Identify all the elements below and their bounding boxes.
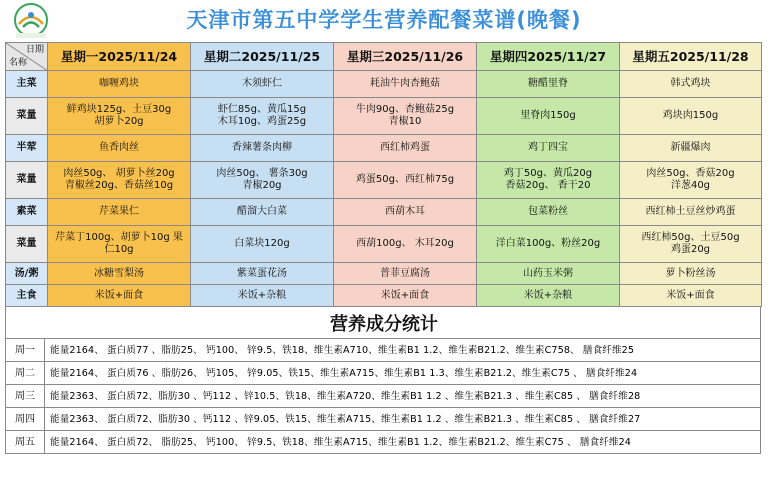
quantity-cell: 鸡块肉150g — [620, 98, 762, 135]
nutrition-title: 营养成分统计 — [330, 314, 438, 335]
menu-table — [5, 42, 762, 307]
quantity-cell: 西葫100g、 木耳20g — [334, 226, 477, 263]
dish-cell: 芹菜果仁 — [48, 199, 191, 226]
dish-cell: 米饭+面食 — [334, 285, 477, 307]
corner-date-label: 日期 — [25, 45, 44, 55]
dish-cell: 米饭+杂粮 — [191, 285, 334, 307]
quantity-cell: 肉丝50g、 薯条30g 青椒20g — [191, 162, 334, 199]
row-label: 半荤 — [6, 135, 48, 162]
dish-cell: 米饭+面食 — [48, 285, 191, 307]
row-label: 菜量 — [6, 226, 48, 263]
nutrition-values: 能量2164、 蛋白质72、 脂肪25、 钙100、 锌9.5、铁18、维生素A715、维生素B1 1.2、维生素B21.2、维生素C75 、 膳食纤维24 — [50, 437, 632, 448]
row-label: 汤/粥 — [6, 263, 48, 285]
dish-cell: 西葫木耳 — [334, 199, 477, 226]
row-label: 素菜 — [6, 199, 48, 226]
dish-cell: 紫菜蛋花汤 — [191, 263, 334, 285]
dish-cell: 咖喱鸡块 — [48, 71, 191, 98]
corner-name-label: 名称 — [9, 58, 28, 68]
nutrition-values: 能量2164、 蛋白质77 、脂肪25、 钙100、 锌9.5、铁18、维生素A710、维生素B1 1.2、维生素B21.2、维生素C758、 膳食纤维25 — [50, 345, 635, 356]
nutrition-row — [6, 430, 760, 454]
dish-cell: 包菜粉丝 — [477, 199, 620, 226]
row-label: 菜量 — [6, 162, 48, 199]
quantity-cell: 肉丝50g、 胡萝卜丝20g 青椒丝20g、香菇丝10g — [48, 162, 191, 199]
quantity-cell: 西红柿50g、土豆50g 鸡蛋20g — [620, 226, 762, 263]
day-header-mon: 星期一2025/11/24 — [48, 43, 191, 71]
nutrition-row — [6, 361, 760, 385]
quantity-cell: 肉丝50g、香菇20g 洋葱40g — [620, 162, 762, 199]
dish-cell: 耗油牛肉杏鲍菇 — [334, 71, 477, 98]
row-label: 菜量 — [6, 98, 48, 135]
dish-cell: 冰糖雪梨汤 — [48, 263, 191, 285]
nutrition-values: 能量2164、 蛋白质76 、脂肪26、 钙105、 锌9.05、铁15、维生素A715、维生素B1 1.3、维生素B21.2、维生素C75 、 膳食纤维24 — [50, 368, 638, 379]
dish-cell: 醋溜大白菜 — [191, 199, 334, 226]
day-header-row — [6, 43, 762, 71]
day-header-fri: 星期五2025/11/28 — [620, 43, 762, 71]
dish-cell: 糖醋里脊 — [477, 71, 620, 98]
dish-cell: 米饭+面食 — [620, 285, 762, 307]
quantity-cell: 牛肉90g、杏鲍菇25g 青椒10 — [334, 98, 477, 135]
quantity-cell: 洋白菜100g、粉丝20g — [477, 226, 620, 263]
day-header-tue: 星期二2025/11/25 — [191, 43, 334, 71]
quantity-cell: 芹菜丁100g、胡萝卜10g 果 仁10g — [48, 226, 191, 263]
nutrition-row — [6, 384, 760, 408]
nutrition-day: 周三 — [6, 385, 45, 408]
row-vegetable — [6, 199, 762, 226]
row-label: 主菜 — [6, 71, 48, 98]
row-half-meat-quantity — [6, 162, 762, 199]
row-label: 主食 — [6, 285, 48, 307]
row-vegetable-quantity — [6, 226, 762, 263]
dish-cell: 西红柿鸡蛋 — [334, 135, 477, 162]
row-half-meat — [6, 135, 762, 162]
day-header-wed: 星期三2025/11/26 — [334, 43, 477, 71]
dish-cell: 新疆爆肉 — [620, 135, 762, 162]
quantity-cell: 白菜块120g — [191, 226, 334, 263]
dish-cell: 鸡丁四宝 — [477, 135, 620, 162]
nutrition-row — [6, 407, 760, 431]
dish-cell: 米饭+杂粮 — [477, 285, 620, 307]
dish-cell: 普菲豆腐汤 — [334, 263, 477, 285]
quantity-cell: 鸡丁50g、黄瓜20g 香菇20g、 香干20 — [477, 162, 620, 199]
dish-cell: 西红柿土豆丝炒鸡蛋 — [620, 199, 762, 226]
header — [0, 0, 768, 42]
nutrition-section — [5, 306, 761, 454]
quantity-cell: 鲜鸡块125g、土豆30g 胡萝卜20g — [48, 98, 191, 135]
row-main-dish — [6, 71, 762, 98]
nutrition-values: 能量2363、 蛋白质72、脂肪30 、钙112 、锌9.05、铁15、维生素A715、维生素B1 1.2 、维生素B21.3 、维生素C85 、 膳食纤维27 — [50, 414, 641, 425]
dish-cell: 木须虾仁 — [191, 71, 334, 98]
nutrition-day: 周四 — [6, 408, 45, 431]
day-header-thu: 星期四2025/11/27 — [477, 43, 620, 71]
nutrition-row — [6, 338, 760, 362]
quantity-cell: 虾仁85g、黄瓜15g 木耳10g、鸡蛋25g — [191, 98, 334, 135]
nutrition-values: 能量2363、 蛋白质72、脂肪30 、钙112 、锌10.5、铁18、维生素A720、维生素B1 1.2 、维生素B21.3 、维生素C85 、 膳食纤维28 — [50, 391, 641, 402]
dish-cell: 山药玉米粥 — [477, 263, 620, 285]
dish-cell: 萝卜粉丝汤 — [620, 263, 762, 285]
row-staple — [6, 285, 762, 307]
quantity-cell: 鸡蛋50g、西红柿75g — [334, 162, 477, 199]
dish-cell: 韩式鸡块 — [620, 71, 762, 98]
quantity-cell: 里脊肉150g — [477, 98, 620, 135]
nutrition-day: 周五 — [6, 431, 45, 454]
row-soup — [6, 263, 762, 285]
dish-cell: 香辣薯条肉柳 — [191, 135, 334, 162]
dish-cell: 鱼香肉丝 — [48, 135, 191, 162]
nutrition-day: 周二 — [6, 362, 45, 385]
nutrition-day: 周一 — [6, 339, 45, 362]
row-main-quantity — [6, 98, 762, 135]
corner-cell — [6, 43, 48, 71]
page-title: 天津市第五中学学生营养配餐菜谱(晚餐) — [186, 8, 582, 32]
